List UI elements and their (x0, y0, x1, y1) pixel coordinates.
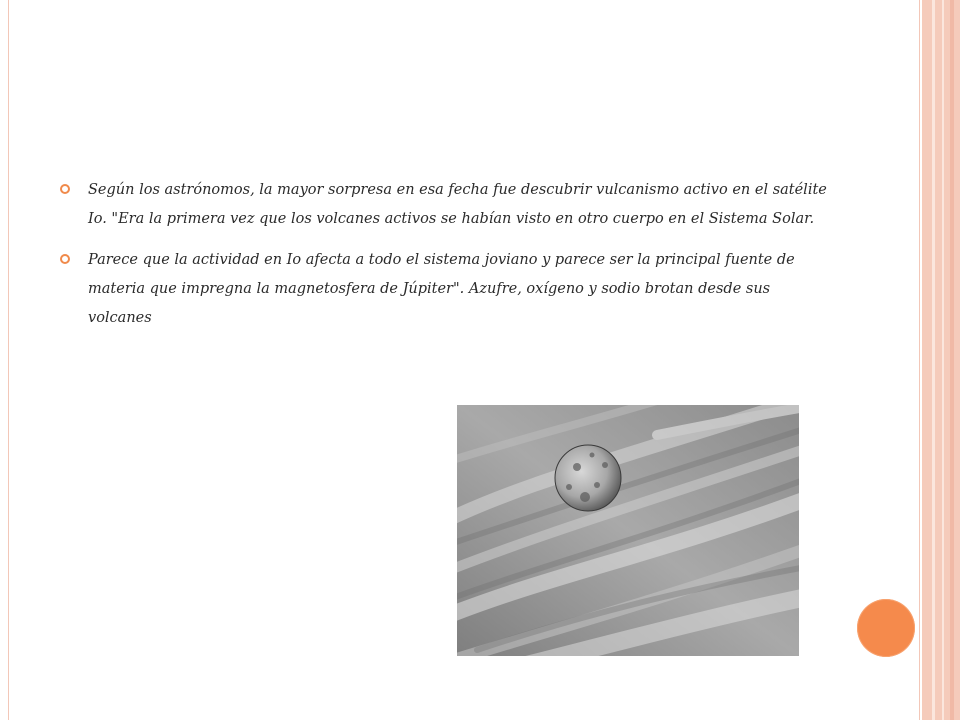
decorative-orange-circle (857, 599, 915, 657)
bullet-text-2: Parece que la actividad en Io afecta a todo el sistema joviano y parece ser la principal fuente de materia que impregna la magnetosfera de Júpiter". Azufre, oxígeno y sodio brotan desde sus volcanes (88, 252, 795, 326)
bullet-list (60, 176, 830, 345)
bullet-circle-icon (60, 254, 70, 264)
bullet-item-2 (60, 246, 830, 333)
decorative-stripes (922, 0, 960, 720)
bullet-circle-icon (60, 184, 70, 194)
io-jupiter-photo (457, 405, 799, 656)
bullet-item-1 (60, 176, 830, 234)
bullet-text-1: Según los astrónomos, la mayor sorpresa en esa fecha fue descubrir vulcanismo activo en el satélite Io. "Era la primera vez que los volcanes activos se habían visto en otro cuerpo en el Sistema Solar. (88, 182, 827, 227)
